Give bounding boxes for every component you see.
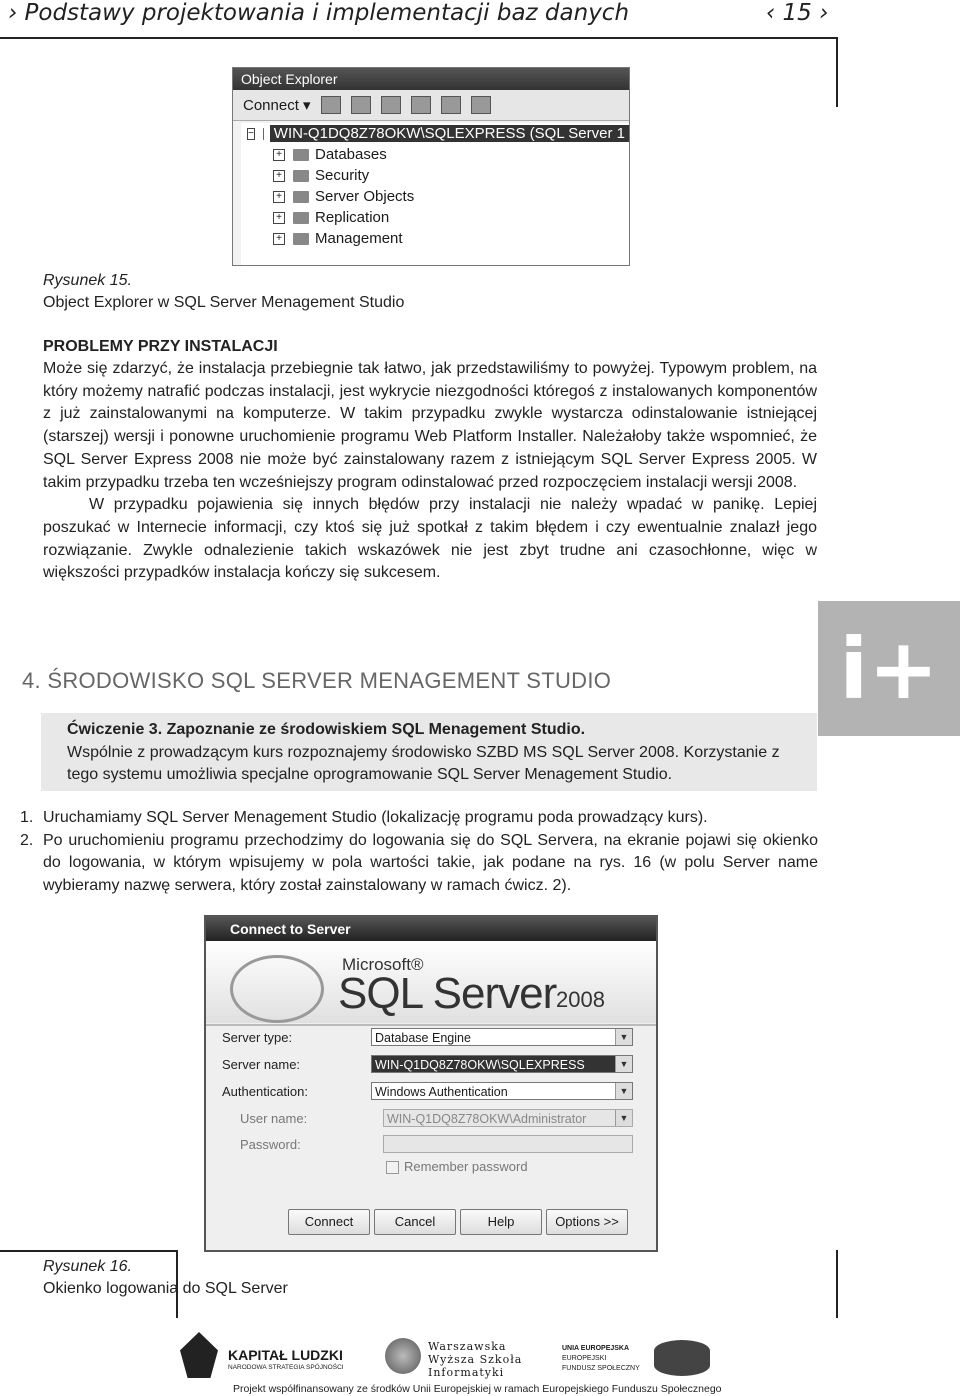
user-name-field (383, 1109, 633, 1127)
brand-microsoft: Microsoft® (342, 955, 424, 974)
object-explorer-titlebar: Object Explorer (233, 68, 629, 90)
tree-server-node (241, 123, 629, 144)
eu-line-3: FUNDUSZ SPOŁECZNY (562, 1365, 640, 1372)
options-button: Options >> (546, 1209, 628, 1235)
section-title: 4. ŚRODOWISKO SQL SERVER MENAGEMENT STUDIO (22, 668, 612, 693)
collapse-icon (471, 96, 491, 114)
exercise-text: Wspólnie z prowadzącym kurs rozpoznajemy środowisko SZBD MS SQL Server 2008. Korzystanie z tego systemu umożliwia specjalne oprogramowanie SQL Server Menagement Studio. (67, 743, 780, 784)
tree-item-label: Replication (315, 209, 390, 226)
password-label: Password: (240, 1137, 301, 1152)
iplus-badge: i+ (818, 601, 960, 736)
eu-line-2: EUROPEJSKI (562, 1355, 607, 1362)
problems-paragraph-1: Może się zdarzyć, że instalacja przebiegnie tak łatwo, jak przedstawiliśmy to powyżej. Typowym problem, na który możemy natrafić podczas instalacji, jest wykrycie niezgodności któregoś z instalowanych komponentów z już zainstalowanymi na komputerze. W takim przypadku zwykle wystarcza odinstalowanie istniejącej (starszej) wersji i ponowne uruchomienie programu Web Platform Installer. Należałoby także wspomnieć, że SQL Server Express 2008 nie może być zainstalowany razem z istniejącym SQL Server Express 2005. W takim przypadku trzeba ten wcześniejszy program odinstalować przed rozpoczęciem instalacji wersji 2008. (43, 360, 817, 491)
brand-product: SQL Server (338, 969, 557, 1018)
problems-body (43, 358, 817, 585)
folder-icon (293, 233, 309, 245)
filter-icon (411, 96, 431, 114)
tree-item-label: Server Objects (315, 188, 415, 205)
authentication-label: Authentication: (222, 1084, 309, 1099)
list-item (0, 830, 818, 898)
problems-heading: PROBLEMY PRZY INSTALACJI (43, 338, 278, 355)
connect-button: Connect ▾ (243, 97, 311, 114)
exercise-content (67, 719, 807, 787)
tree-item (241, 228, 629, 249)
eu-flag-icon (654, 1340, 710, 1376)
connect-button: Connect (288, 1209, 370, 1235)
header-rule (0, 37, 838, 39)
expand-toggle-icon: + (273, 233, 285, 245)
server-type-label: Server type: (222, 1030, 293, 1045)
problems-paragraph-2: W przypadku pojawienia się innych błędów przy instalacji nie należy wpadać w panikę. Lepiej poszukać w Internecie informacji, czy ktoś się już spotkał z takim błędem i czy ewentualnie znalazł jego rozwiązanie. Zwykle odnalezienie takich wskazówek nie jest zbyt trudne ani czasochłonne, więc w większości przypadków instalacja kończy się sukcesem. (43, 496, 817, 582)
list-item-number: 2. (20, 831, 34, 849)
server-label: WIN-Q1DQ8Z78OKW\SQLEXPRESS (SQL Server 1 (270, 125, 629, 142)
eu-line-1: UNIA EUROPEJSKA (562, 1345, 630, 1352)
password-field (383, 1135, 633, 1153)
object-explorer-tree (241, 123, 629, 265)
dialog-divider (206, 1024, 656, 1026)
list-item-text: Po uruchomieniu programu przechodzimy do logowania się do SQL Servera, na ekranie pojawi się okienko do logowania, w którym wpisujemy w pola wartości takie, jak podane na rys. 16 (w polu Server name wybieramy nazwę serwera, który został zainstalowany w ramach ćwicz. 2). (43, 831, 818, 895)
figure-15-label: Rysunek 15. (43, 272, 132, 289)
wwsi-logo-icon (385, 1338, 421, 1374)
brand-year: 2008 (556, 987, 605, 1012)
folder-icon (293, 212, 309, 224)
expand-toggle-icon: + (273, 149, 285, 161)
caption-rule (0, 1250, 178, 1252)
user-name-label: User name: (240, 1111, 308, 1126)
connect-to-server-screenshot (204, 915, 658, 1252)
tree-item (241, 207, 629, 228)
list-item-text: Uruchamiamy SQL Server Menagement Studio (lokalizację programu poda prowadzący kurs). (43, 809, 708, 826)
server-type-value: Database Engine (375, 1031, 471, 1045)
folder-icon (293, 191, 309, 203)
kl-title: KAPITAŁ LUDZKI (228, 1347, 343, 1363)
tree-item (241, 186, 629, 207)
folder-icon (293, 170, 309, 182)
authentication-value: Windows Authentication (375, 1085, 508, 1099)
connect-dialog-titlebar: Connect to Server (206, 917, 656, 941)
figure-15-caption: Object Explorer w SQL Server Menagement Studio (43, 294, 405, 311)
sql-server-logo-icon (230, 955, 324, 1023)
expand-toggle-icon: + (273, 212, 285, 224)
tree-item (241, 165, 629, 186)
exercise-label: Ćwiczenie 3. Zapoznanie ze środowiskiem SQL Menagement Studio. (67, 721, 586, 738)
tree-item-label: Security (315, 167, 370, 184)
wwsi-line-2: Wyższa Szkoła (428, 1353, 523, 1366)
collapse-toggle-icon: − (248, 127, 254, 139)
tree-item (241, 144, 629, 165)
server-name-value: WIN-Q1DQ8Z78OKW\SQLEXPRESS (375, 1058, 585, 1072)
list-item (0, 807, 818, 830)
kapital-ludzki-logo-icon (180, 1332, 218, 1378)
right-rule-vertical (836, 1250, 838, 1318)
list-item-number: 1. (20, 809, 34, 826)
object-explorer-toolbar (233, 90, 629, 121)
page-number: ‹ 15 › (766, 0, 829, 26)
kl-subtitle: NARODOWA STRATEGIA SPÓJNOŚCI (228, 1364, 344, 1371)
folder-icon (293, 149, 309, 161)
steps-list (0, 807, 818, 898)
user-name-value: WIN-Q1DQ8Z78OKW\Administrator (387, 1112, 587, 1126)
figure-16-caption: Okienko logowania do SQL Server (43, 1280, 288, 1297)
chevron-down-icon: ▼ (615, 1083, 632, 1099)
tree-item-label: Databases (315, 146, 387, 163)
server-name-field (371, 1055, 633, 1073)
remember-password-checkbox (386, 1161, 399, 1174)
chevron-down-icon: ▼ (615, 1056, 632, 1072)
remember-password-label: Remember password (404, 1159, 528, 1174)
chevron-down-icon: ▼ (615, 1029, 632, 1045)
authentication-field (371, 1082, 633, 1100)
help-button: Help (460, 1209, 542, 1235)
eu-text (562, 1344, 640, 1374)
wwsi-line-1: Warszawska (428, 1340, 507, 1353)
wwsi-name (428, 1340, 522, 1379)
server-name-label: Server name: (222, 1057, 301, 1072)
chevron-down-icon: ▼ (615, 1110, 632, 1126)
cancel-button: Cancel (374, 1209, 456, 1235)
running-header-title: › Podstawy projektowania i implementacji baz danych (8, 0, 630, 26)
expand-toggle-icon: + (273, 191, 285, 203)
wwsi-line-3: Informatyki (428, 1366, 505, 1379)
expand-toggle-icon: + (273, 170, 285, 182)
refresh-icon (441, 96, 461, 114)
object-explorer-screenshot (232, 67, 630, 266)
connect-engine-icon (321, 96, 341, 114)
figure-16-label: Rysunek 16. (43, 1258, 132, 1275)
server-type-field (371, 1028, 633, 1046)
server-icon (263, 128, 264, 140)
disconnect-icon (351, 96, 371, 114)
tree-item-label: Management (315, 230, 403, 247)
stop-icon (381, 96, 401, 114)
funding-note: Projekt współfinansowany ze środków Unii Europejskiej w ramach Europejskiego Funduszu Społecznego (233, 1383, 722, 1395)
header-rule-vertical (836, 37, 838, 107)
